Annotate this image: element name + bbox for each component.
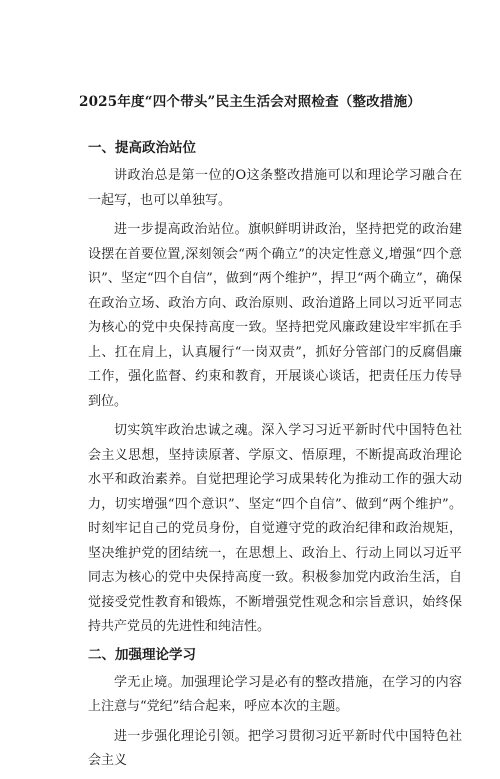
paragraph: 进一步强化理论引领。把学习贯彻习近平新时代中国特色社会主义 bbox=[88, 728, 462, 768]
document-title: 2025年度“四个带头”民主生活会对照检查（整改措施） bbox=[78, 94, 421, 110]
document-body bbox=[88, 138, 462, 779]
section-heading: 一、提高政治站位 bbox=[88, 140, 196, 156]
paragraph: 讲政治总是第一位的O这条整改措施可以和理论学习融合在一起写，也可以单独写。 bbox=[88, 168, 462, 208]
paragraph: 进一步提高政治站位。旗帜鲜明讲政治，坚持把党的政治建设摆在首要位置,深刻领会“两个确立”的决定性意义,增强“四个意识”、坚定“四个自信”，做到“两个维护”，捍卫“两个确立”，确保在政治立场、政治方向、政治原则、政治道路上同以习近平同志为核心的党中央保持高度一致。坚持把党风廉政建设牢牢抓在手上、扛在肩上，认真履行“一岗双责”，抓好分管部门的反腐倡廉工作，强化监督、约束和教育，开展谈心谈话，把责任压力传导到位。 bbox=[88, 222, 462, 409]
section-political-stance bbox=[88, 138, 462, 640]
section-heading: 二、加强理论学习 bbox=[88, 646, 196, 663]
paragraph: 学无止境。加强理论学习是必有的整改措施，在学习的内容上注意与“党纪”结合起来，呼应本次的主题。 bbox=[88, 674, 462, 714]
paragraph: 切实筑牢政治忠诚之魂。深入学习习近平新时代中国特色社会主义思想，坚持读原著、学原文、悟原理，不断提高政治理论水平和政治素养。自觉把理论学习成果转化为推动工作的强大动力，切实增强“四个意识”、坚定“四个自信”、做到“两个维护”。时刻牢记自己的党员身份，自觉遵守党的政治纪律和政治规矩，坚决维护党的团结统一，在思想上、政治上、行动上同以习近平同志为核心的党中央保持高度一致。积极参加党内政治生活，自觉接受党性教育和锻炼，不断增强党性观念和宗旨意识，始终保持共产党员的先进性和纯洁性。 bbox=[88, 423, 462, 634]
section-theory-study bbox=[88, 645, 462, 774]
